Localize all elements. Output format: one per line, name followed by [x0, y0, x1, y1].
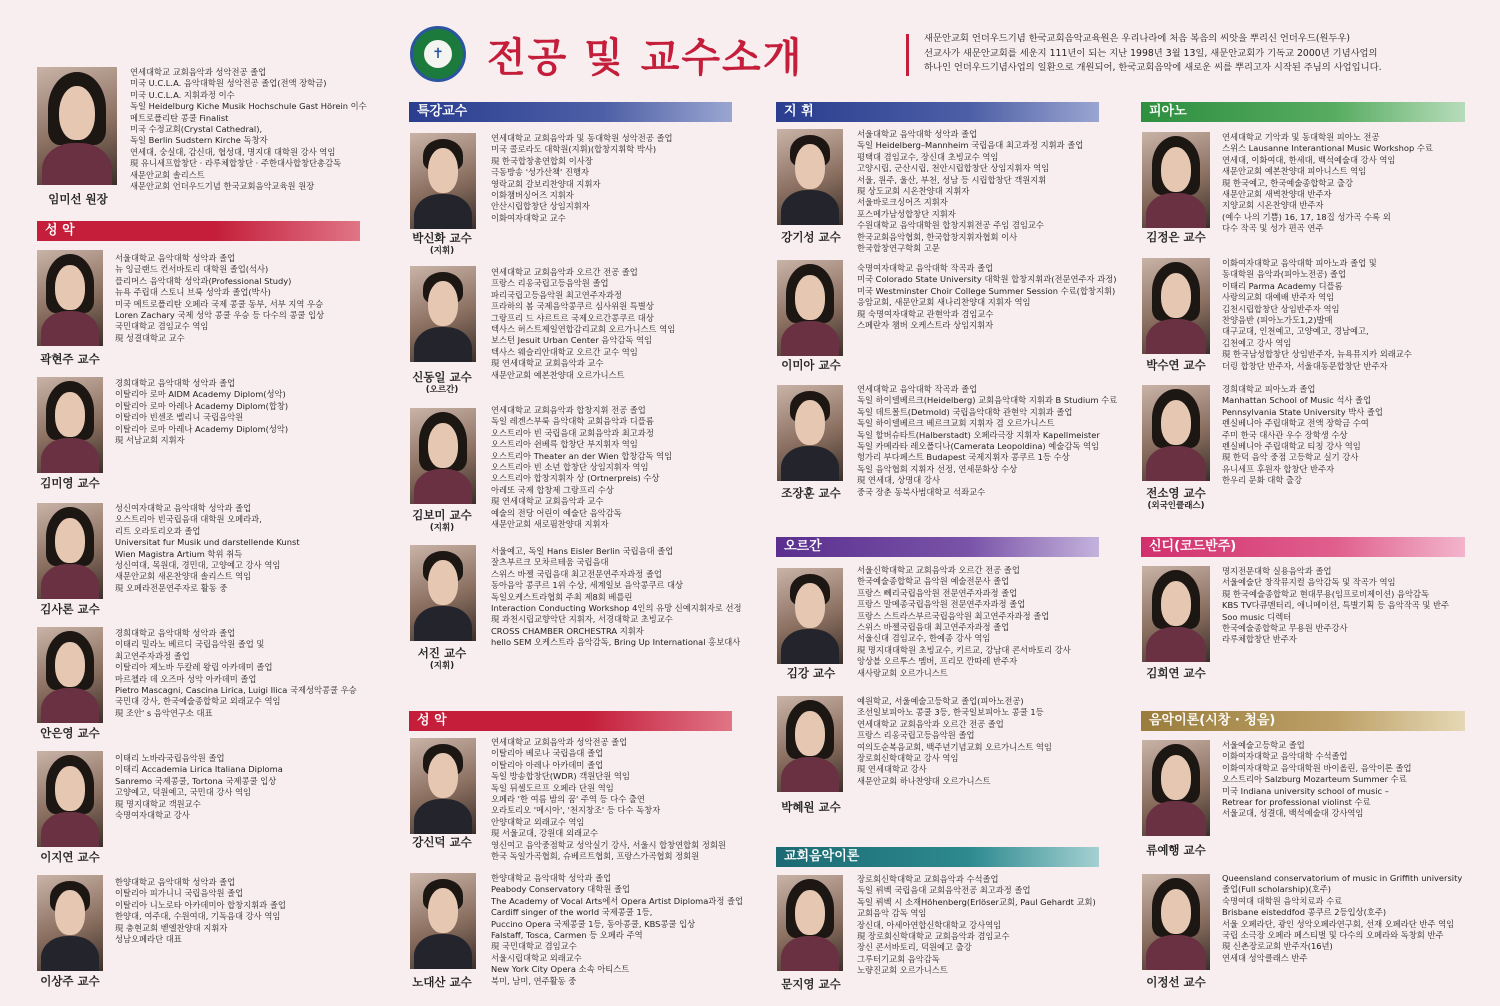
professor-name: 강기성 교수	[781, 230, 841, 244]
professor-bio: 서울대학교 음악대학 성악과 졸업 독일 Heidelberg–Mannheim 국립음대 최고과정 지휘과 졸업 평택대 겸임교수, 장신대 초빙교수 역임 고양시립, 군산시립, 천안시립합창단 상임지휘자 역임 서울, 원주, 울산, 부천, 성남 등 시립합창단 객원지휘 現 상도교회 시온찬양대 지휘자 서울바로크싱어즈 지휘자 포스메가남성합창단 지휘자 수원대학교 음악대학원 합창지휘전공 주임 겸임교수 한국교회음악협회, 한국합창지휘자협회 이사 한국합창연구학회 고문	[857, 129, 1084, 254]
professor-name: 김정은 교수	[1146, 230, 1206, 244]
director-name: 임미선 원장	[48, 192, 108, 206]
professor-bio: Queensland conservatorium of music in Griffith university 졸업(Full scholarship)(호주) 숙명여대 대학원 음악치료과 수료 Brisbane eisteddfod 콩쿠르 2등입상(호주) 서울 오페라단, 광인 성악오페라연구회, 선재 오페라단 반주 역임 국립 소극장 오페라 페스티벌 및 다수의 오페라와 독창회 반주 現 신촌장로교회 반주자(16년) 연세대 성악클래스 반주	[1222, 873, 1463, 963]
page-title: 전공 및 교수소개	[487, 35, 804, 81]
professor-name: 박신화 교수 (지휘)	[412, 231, 472, 256]
section-jihwi: 지 휘	[776, 102, 1099, 122]
section-synth: 신디(코드반주)	[1141, 537, 1465, 557]
academy-logo	[410, 26, 466, 82]
intro-text: 새문안교회 언더우드기념 한국교회음악교육원은 우리나라에 처음 복음의 씨앗을 뿌리신 언더우드(원두우) 선교사가 새문안교회를 세운지 111년이 되는 지난 1998년 3월 13일, 새문안교회가 기독교 2000년 기념사업의 하나인 언더우드기념사업의 일환으로 개원되어, 한국교회음악에 새로운 씨를 뿌리고자 시작된 주님의 사업입니다.	[924, 33, 1382, 73]
professor-bio: 서울예술고등학교 졸업 이화여자대학교 음악대학 수석졸업 이화여자대학교 음악대학원 바이올린, 음악이론 졸업 오스트리아 Salzburg Mozarteum Summer 수료 미국 Indiana university school of music – Retrear for professional violinst 수료 서울교대, 성결대, 백석예술대 강사역임	[1222, 740, 1412, 819]
professor-photo	[37, 875, 103, 971]
professor-bio: 이태리 노바라국립음악원 졸업 이태리 Accademia Lirica Italiana Diploma Sanremo 국제콩쿨, Tortona 국제콩쿨 입상 고양예고, 덕원예고, 국민대 강사 역임 現 명지대학교 객원교수 숙명여자대학교 강사	[115, 753, 283, 821]
section-teukgang: 특강교수	[409, 102, 732, 122]
professor-name: 박혜원 교수	[781, 800, 841, 814]
director-bio: 연세대학교 교회음악과 성악전공 졸업 미국 U.C.L.A. 음악대학원 성악전공 졸업(전액 장학금) 미국 U.C.L.A. 지휘과정 이수 독일 Heidelburg Kiche Musik Hochschule Gast Hörein 이수 메트로폴리탄 콩쿨 Finalist 미국 수정교회(Crystal Cathedral), 독일 Berlin Sudstern Kirche 독창자 연세대, 숭실대, 감신대, 협성대, 명지대 대학원 강사 역임 現 유니세프합창단 · 라루체합창단 · 주한대사합창단총감독 새문안교회 솔리스트 새문안교회 언더우드기념 한국교회음악교육원 원장	[130, 67, 367, 192]
professor-name: 안은영 교수	[40, 726, 100, 740]
professor-bio: 연세대학교 교회음악과 및 동대학원 성악전공 졸업 미국 콜로라도 대학원(지휘)(합창지휘학 박사) 現 한국합창총연합회 이사장 극동방송 '성가산책' 진행자 영락교회 갈보리찬양대 지휘자 이화챔버싱어즈 지휘자 안산시립합창단 상임지휘자 이화여자대학교 교수	[491, 133, 673, 223]
professor-photo	[410, 133, 476, 229]
section-seongak-1: 성 악	[37, 221, 360, 241]
professor-name: 류예행 교수	[1146, 843, 1206, 857]
professor-photo	[37, 503, 103, 599]
professor-bio: 한양대학교 음악대학 성악과 졸업 Peabody Conservatory 대학원 졸업 The Academy of Vocal Arts에서 Opera Artist Diploma과정 졸업 Cardiff singer of the world 국제콩쿨 1등, Puccino Opera 국제콩쿨 1등, 동아콩쿨, KBS콩쿨 입상 Falstaff, Tosca, Carmen 등 오페라 주역 現 국민대학교 겸임교수 서울시립대학교 외래교수 New York City Opera 소속 아티스트 북미, 남미, 연주활동 중	[491, 873, 744, 986]
professor-name: 김사론 교수	[40, 602, 100, 616]
professor-bio: 연세대학교 교회음악과 합창지휘 전공 졸업 독일 레겐스부룩 음악대학 교회음악과 디플롬 오스트리아 빈 국립음대 교회음악과 최고과정 오스트리아 쉰베륵 합창단 부지휘자 역임 오스트리아 Theater an der Wien 합창감독 역임 오스트리아 빈 소년 합창단 상임지휘자 역임 오스트리아 합창지휘자 상 (Ortnerpreis) 수상 아레또 국제 합창제 그랑프리 수상 現 연세대학교 교회음악과 교수 예술의 전당 어린이 예술단 음악감독 새문안교회 새로핌찬양대 지휘자	[491, 405, 673, 530]
professor-name: 이미아 교수	[781, 358, 841, 372]
professor-photo	[777, 568, 843, 664]
professor-name: 이상주 교수	[40, 974, 100, 988]
professor-photo	[37, 377, 103, 473]
professor-bio: 성신여자대학교 음악대학 성악과 졸업 오스트리아 빈국립음대 대학원 오페라과, 리트 오라토리오과 졸업 Universitat fur Musik und darstellende Kunst Wien Magistra Artium 학위 취득 성신여대, 목원대, 경민대, 고양예고 강사 역임 새문안교회 새온찬양대 솔리스트 역임 現 오페라전문연주자로 활동 중	[115, 503, 300, 593]
section-seongak-2: 성 악	[409, 711, 732, 731]
professor-bio: 한양대학교 음악대학 성악과 졸업 이탈리아 피가니니 국립음악원 졸업 이탈리아 니노로타 아카데미아 합창지휘과 졸업 한양대, 여주대, 수원여대, 기독음대 강사 역임 現 충현교회 벧엘찬양대 지휘자 성남오페라단 대표	[115, 877, 286, 945]
professor-photo	[37, 250, 103, 346]
professor-photo	[410, 266, 476, 362]
director-photo	[37, 67, 117, 185]
professor-photo	[1142, 566, 1210, 662]
professor-photo	[37, 627, 103, 723]
logo-emblem	[422, 38, 454, 70]
professor-photo	[777, 696, 843, 792]
professor-bio: 연세대학교 교회음악과 오르간 전공 졸업 프랑스 리옹국립고등음악원 졸업 파리국립고등음악원 최고연주자과정 프라하의 봄 국제음악콩쿠르 심사위원 특별상 그랑프리 드 샤르트르 국제오르간콩쿠르 대상 텍사스 허스트제일연합감리교회 오르가니스트 역임 보스턴 Jesuit Urban Center 음악감독 역임 텍사스 웨슬리안대학교 오르간 교수 역임 現 연세대학교 교회음악과 교수 새문안교회 예본찬양대 오르가니스트	[491, 267, 676, 380]
professor-name: 김보미 교수 (지휘)	[412, 508, 472, 533]
professor-bio: 서울신학대학교 교회음악과 오르간 전공 졸업 한국예술종합학교 음악원 예술전문사 졸업 프랑스 뻬리국립음악원 전문연주자과정 졸업 프랑스 말메종국립음악원 전문연주자과정 졸업 프랑스 스트라스부르국립음악원 최고연주자과정 졸업 스위스 바젤국립음대 최고연주자과정 졸업 서울신대 겸임교수, 한예종 강사 역임 現 명지대대학원 초빙교수, 키르교, 강남대 콘서바토리 강사 앙상블 오르투스 멤버, 프리모 깐따레 반주자 새사랑교회 오르가니스트	[857, 565, 1071, 678]
professor-name: 서진 교수 (지휘)	[417, 646, 467, 671]
section-piano: 피아노	[1141, 102, 1465, 122]
professor-bio: 연세대학교 기악과 및 동대학원 피아노 전공 스위스 Lausanne Interantional Music Workshop 수료 연세대, 이화여대, 한세대, 백석예술대 강사 역임 새문안교회 예본찬양대 피아니스트 역임 現 한국예고, 한국예술종합학교 출강 새문안교회 새벽찬양대 반주자 지양교회 시온찬양대 반주자 (예수 나의 기쁨) 16, 17, 18집 성가곡 수록 외 다수 작곡 및 성가 편곡 연주	[1222, 132, 1433, 234]
professor-name: 노대산 교수	[412, 975, 472, 989]
professor-photo	[410, 738, 476, 834]
professor-name: 이정선 교수	[1146, 975, 1206, 989]
professor-bio: 예원학교, 서울예술고등학교 졸업(피아노전공) 조선일보피아노 콩쿨 3등, 한국일보피아노 콩쿨 1등 연세대학교 교회음악과 오르간 전공 졸업 프랑스 리옹국립고등음악원 졸업 여의도순복음교회, 백주년기념교회 오르가니스트 역임 장로회신학대학교 강사 역임 現 연세대학교 강사 새문안교회 하나찬양대 오르가니스트	[857, 696, 1052, 786]
professor-bio: 명지전문대학 실용음악과 졸업 서울예술단 창작뮤지컬 음악감독 및 작곡가 역임 現 한국예술종합학교 현대무용(임프로비제이션) 음악감독 KBS TV다큐멘터리, 애니메이션, 특별기획 등 음악작곡 및 반주 Soo music 디렉터 한국예술종합학교 무용원 반주강사 라루체합창단 반주자	[1222, 566, 1450, 645]
professor-photo	[1142, 385, 1210, 481]
professor-bio: 연세대학교 교회음악과 성악전공 졸업 이탈리아 베로나 국립음대 졸업 이탈리아 아레나 아카데미 졸업 독일 방송합창단(WDR) 객원단원 역임 독일 뒤셀도르프 오페라 단원 역임 오페라 '한 여름 밤의 꿈' 주역 등 다수 출연 오라토리오 '메시아', '천지창조' 등 다수 독창자 안양대학교 외래교수 역임 現 서울교대, 강원대 외래교수 영신여고 음악중점학교 성악실기 강사, 서울시 합창연합회 정회원 한국 독일가곡협회, 슈베르트협회, 프랑스가곡협회 정회원	[491, 737, 726, 862]
section-theory: 음악이론(시창 · 청음)	[1141, 711, 1465, 731]
professor-bio: 숙명여자대학교 음악대학 작곡과 졸업 미국 Colorado State University 대학원 합창지휘과(전문연주자 과정) 미국 Westminster Choir College Summer Session 수료(합창지휘) 응암교회, 새문안교회 새나리찬양대 지휘자 역임 現 숙명여자대학교 관현악과 겸임교수 스페란자 챔버 오케스트라 상임지휘자	[857, 263, 1117, 331]
professor-bio: 서울대학교 음악대학 성악과 졸업 뉴 잉글랜드 컨서바토리 대학원 졸업(석사) 플리머스 음악대학 성악과(Professional Study) 뉴욕 주립대 스토니 브룩 성악과 졸업(박사) 미국 메트로폴리탄 오페라 국제 콩쿨 동부, 서부 지역 우승 Loren Zachary 국제 성악 콩쿨 우승 등 다수의 콩쿨 입상 국민대학교 겸임교수 역임 現 성결대학교 교수	[115, 253, 325, 343]
professor-bio: 이화여자대학교 음악대학 피아노과 졸업 및 동대학원 음악과(피아노전공) 졸업 이태리 Parma Academy 디플롬 사랑의교회 대예배 반주자 역임 김천시립합창단 상임반주자 역임 찬양음반 (피아노가도1,2)발매 대구교대, 인천예고, 고양예고, 경남예고, 김천예고 강사 역임 現 한국남성합창단 상임반주자, 뉴욕뮤지카 외래교수 더링 합창단 반주자, 서울대동문합창단 반주자	[1222, 258, 1412, 371]
professor-photo	[777, 260, 843, 356]
professor-photo	[410, 873, 476, 969]
professor-photo	[1142, 132, 1210, 228]
professor-name: 김강 교수	[786, 666, 836, 680]
professor-photo	[777, 875, 843, 971]
professor-bio: 서울예고, 독일 Hans Eisler Berlin 국립음대 졸업 잘츠부르크 모차르테움 국립음대 스위스 바젤 국립음대 최고전문연주자과정 졸업 동아음악 콩쿠르 1위 수상, 세계일보 음악콩쿠르 대상 독일오케스트라협회 주최 제8회 베를린 Interaction Conducting Workshop 4인의 유망 신예지휘자로 선정 現 과천시립교향악단 지휘자, 서경대학교 초빙교수 CROSS CHAMBER ORCHESTRA 지휘자 hello SEM 오케스트라 음악감독, Bring Up International 홍보대사	[491, 546, 742, 648]
professor-name: 김미영 교수	[40, 476, 100, 490]
professor-photo	[1142, 258, 1210, 354]
section-organ: 오르간	[776, 537, 1099, 557]
professor-name: 신동일 교수 (오르간)	[412, 370, 472, 395]
professor-name: 조장훈 교수	[781, 486, 841, 500]
professor-name: 이지연 교수	[40, 850, 100, 864]
professor-bio: 장로회신학대학교 교회음악과 수석졸업 독일 뤼벡 국립음대 교회음악전공 최고과정 졸업 독일 뤼벡 시 소재Höhenberg(Erlöser교회, Paul Gehardt 교회) 교회음악 감독 역임 장신대, 아세아연합신학대학교 강사역임 現 장로회신학대학교 교회음악과 겸임교수 장신 콘서바토리, 덕원예고 출강 그루터기교회 음악감독 노량진교회 오르가니스트	[857, 874, 1096, 976]
cross-icon: ✝	[432, 46, 444, 62]
section-church-music: 교회음악이론	[776, 847, 1099, 867]
professor-name: 강신덕 교수	[412, 835, 472, 849]
professor-photo	[410, 408, 476, 504]
professor-name: 문지영 교수	[781, 977, 841, 991]
professor-photo	[1142, 874, 1210, 970]
professor-bio: 연세대학교 음악대학 작곡과 졸업 독일 하이델베르크(Heidelberg) 교회음악대학 지휘과 B Studium 수료 독일 데트몰트(Detmold) 국립음악대학 관현악 지휘과 졸업 독일 하이델베르크 베르크교회 지휘자 겸 오르가니스트 독일 할버슈타트(Halberstadt) 오페라극장 지휘자 Kapellmeister 독일 카메라타 레오폴디나(Camerata Leopoldina) 예술감독 역임 헝가리 부다페스트 Budapest 국제지휘자 콩쿠르 1등 수상 독일 음악협회 지휘자 선정, 연세문화상 수상 現 연세대, 상명대 강사 중국 장춘 동북사범대학교 석좌교수	[857, 384, 1118, 497]
professor-photo	[410, 545, 476, 641]
professor-name: 김희연 교수	[1146, 666, 1206, 680]
professor-photo	[1142, 740, 1210, 836]
professor-photo	[777, 385, 843, 481]
professor-photo	[37, 751, 103, 847]
professor-name: 박수연 교수	[1146, 358, 1206, 372]
professor-photo	[777, 129, 843, 225]
professor-bio: 경희대학교 음악대학 성악과 졸업 이탈리아 로마 AIDM Academy Diplom(성악) 이탈리아 로마 아레나 Academy Diplom(합창) 이탈리아 빈센조 벨리니 국립음악원 이탈리아 로마 아레나 Academy Diplom(성악) 現 서남교회 지휘자	[115, 378, 289, 446]
professor-name: 전소영 교수 (외국인클래스)	[1146, 486, 1206, 511]
header-divider	[906, 34, 909, 76]
professor-bio: 경희대학교 피아노과 졸업 Manhattan School of Music 석사 졸업 Pennsylvania State University 박사 졸업 펜실베니아 주립대학교 전액 장학금 수여 주미 한국 대사관 우수 장학생 수상 펜실베니아 주립대학교 티칭 강사 역임 現 한덕 음악 중점 고등학교 실기 강사 유니세프 후원자 합창단 반주자 한우리 문화 대학 출강	[1222, 384, 1383, 486]
professor-name: 곽현주 교수	[40, 352, 100, 366]
professor-bio: 경희대학교 음악대학 성악과 졸업 이태리 밀라노 베르디 국립음악원 졸업 및 최고연주자과정 졸업 이탈리아 제노바 두칼레 왕립 아카데미 졸업 마르첼라 데 오즈마 성악 아카데미 졸업 Pietro Mascagni, Cascina Lirica, Luigi Ilica 국제성악콩쿨 우승 국민대 강사, 한국예술종합학교 외래교수 역임 現 조안' s 음악연구소 대표	[115, 628, 357, 718]
